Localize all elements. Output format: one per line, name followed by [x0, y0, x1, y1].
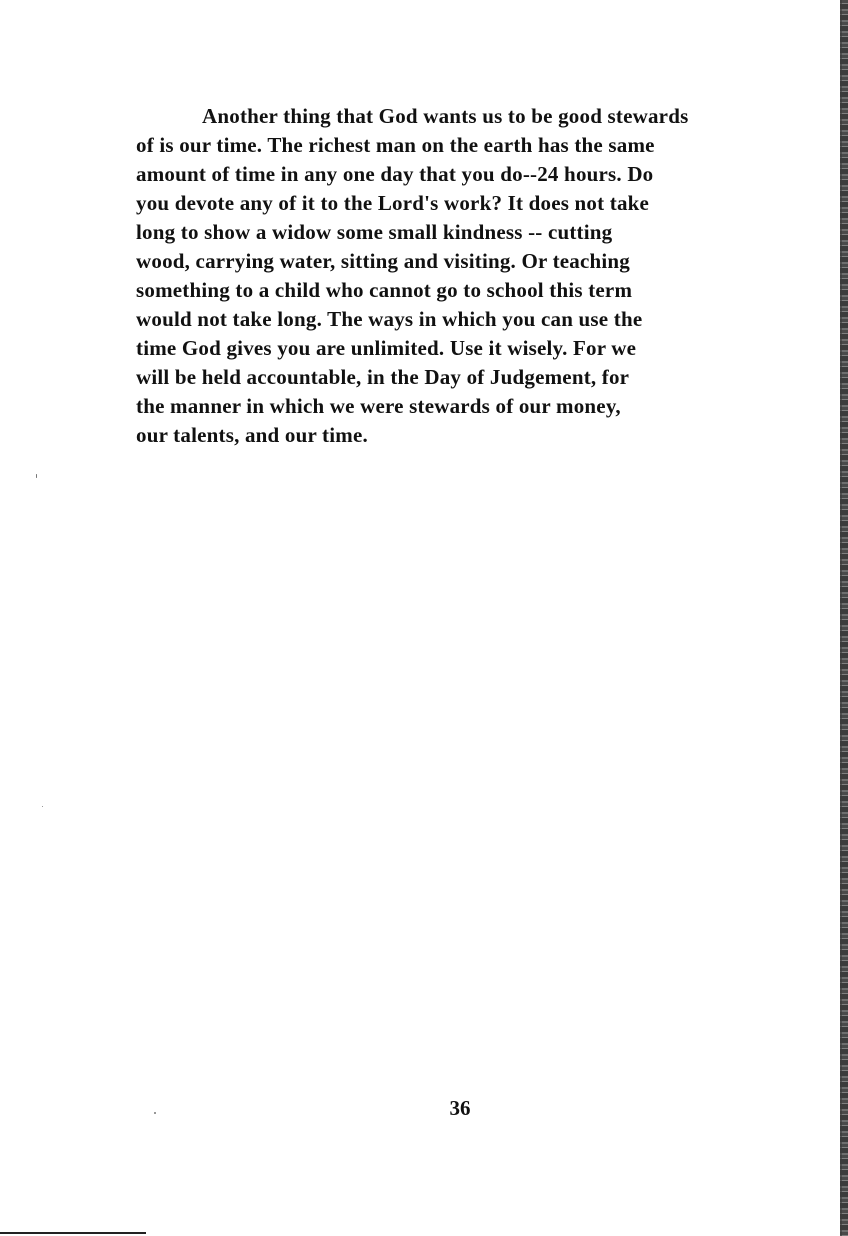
paragraph-line: time God gives you are unlimited. Use it wisely. For we — [136, 336, 637, 360]
paragraph-line: the manner in which we were stewards of our money, — [136, 394, 621, 418]
paragraph-line: wood, carrying water, sitting and visiting. Or teaching — [136, 249, 631, 273]
paragraph-line: you devote any of it to the Lord's work? It does not take — [136, 191, 650, 215]
scan-right-edge-shadow — [840, 0, 842, 1236]
body-paragraph — [136, 102, 816, 450]
page-number: 36 — [449, 1096, 471, 1120]
paragraph-line: long to show a widow some small kindness -- cutting — [136, 220, 613, 244]
paragraph-line: would not take long. The ways in which you can use the — [136, 307, 643, 331]
scan-speck — [36, 474, 37, 478]
scan-speck — [154, 1112, 156, 1114]
scan-edge-line — [0, 1232, 146, 1234]
paragraph-line: something to a child who cannot go to school this term — [136, 278, 633, 302]
paragraph-line: of is our time. The richest man on the earth has the same — [136, 133, 655, 157]
paragraph-line: our talents, and our time. — [136, 423, 368, 447]
paragraph-line: will be held accountable, in the Day of Judgement, for — [136, 365, 630, 389]
paragraph-line: Another thing that God wants us to be good stewards — [202, 104, 689, 128]
scan-speck — [42, 806, 43, 807]
paragraph-line: amount of time in any one day that you do--24 hours. Do — [136, 162, 654, 186]
